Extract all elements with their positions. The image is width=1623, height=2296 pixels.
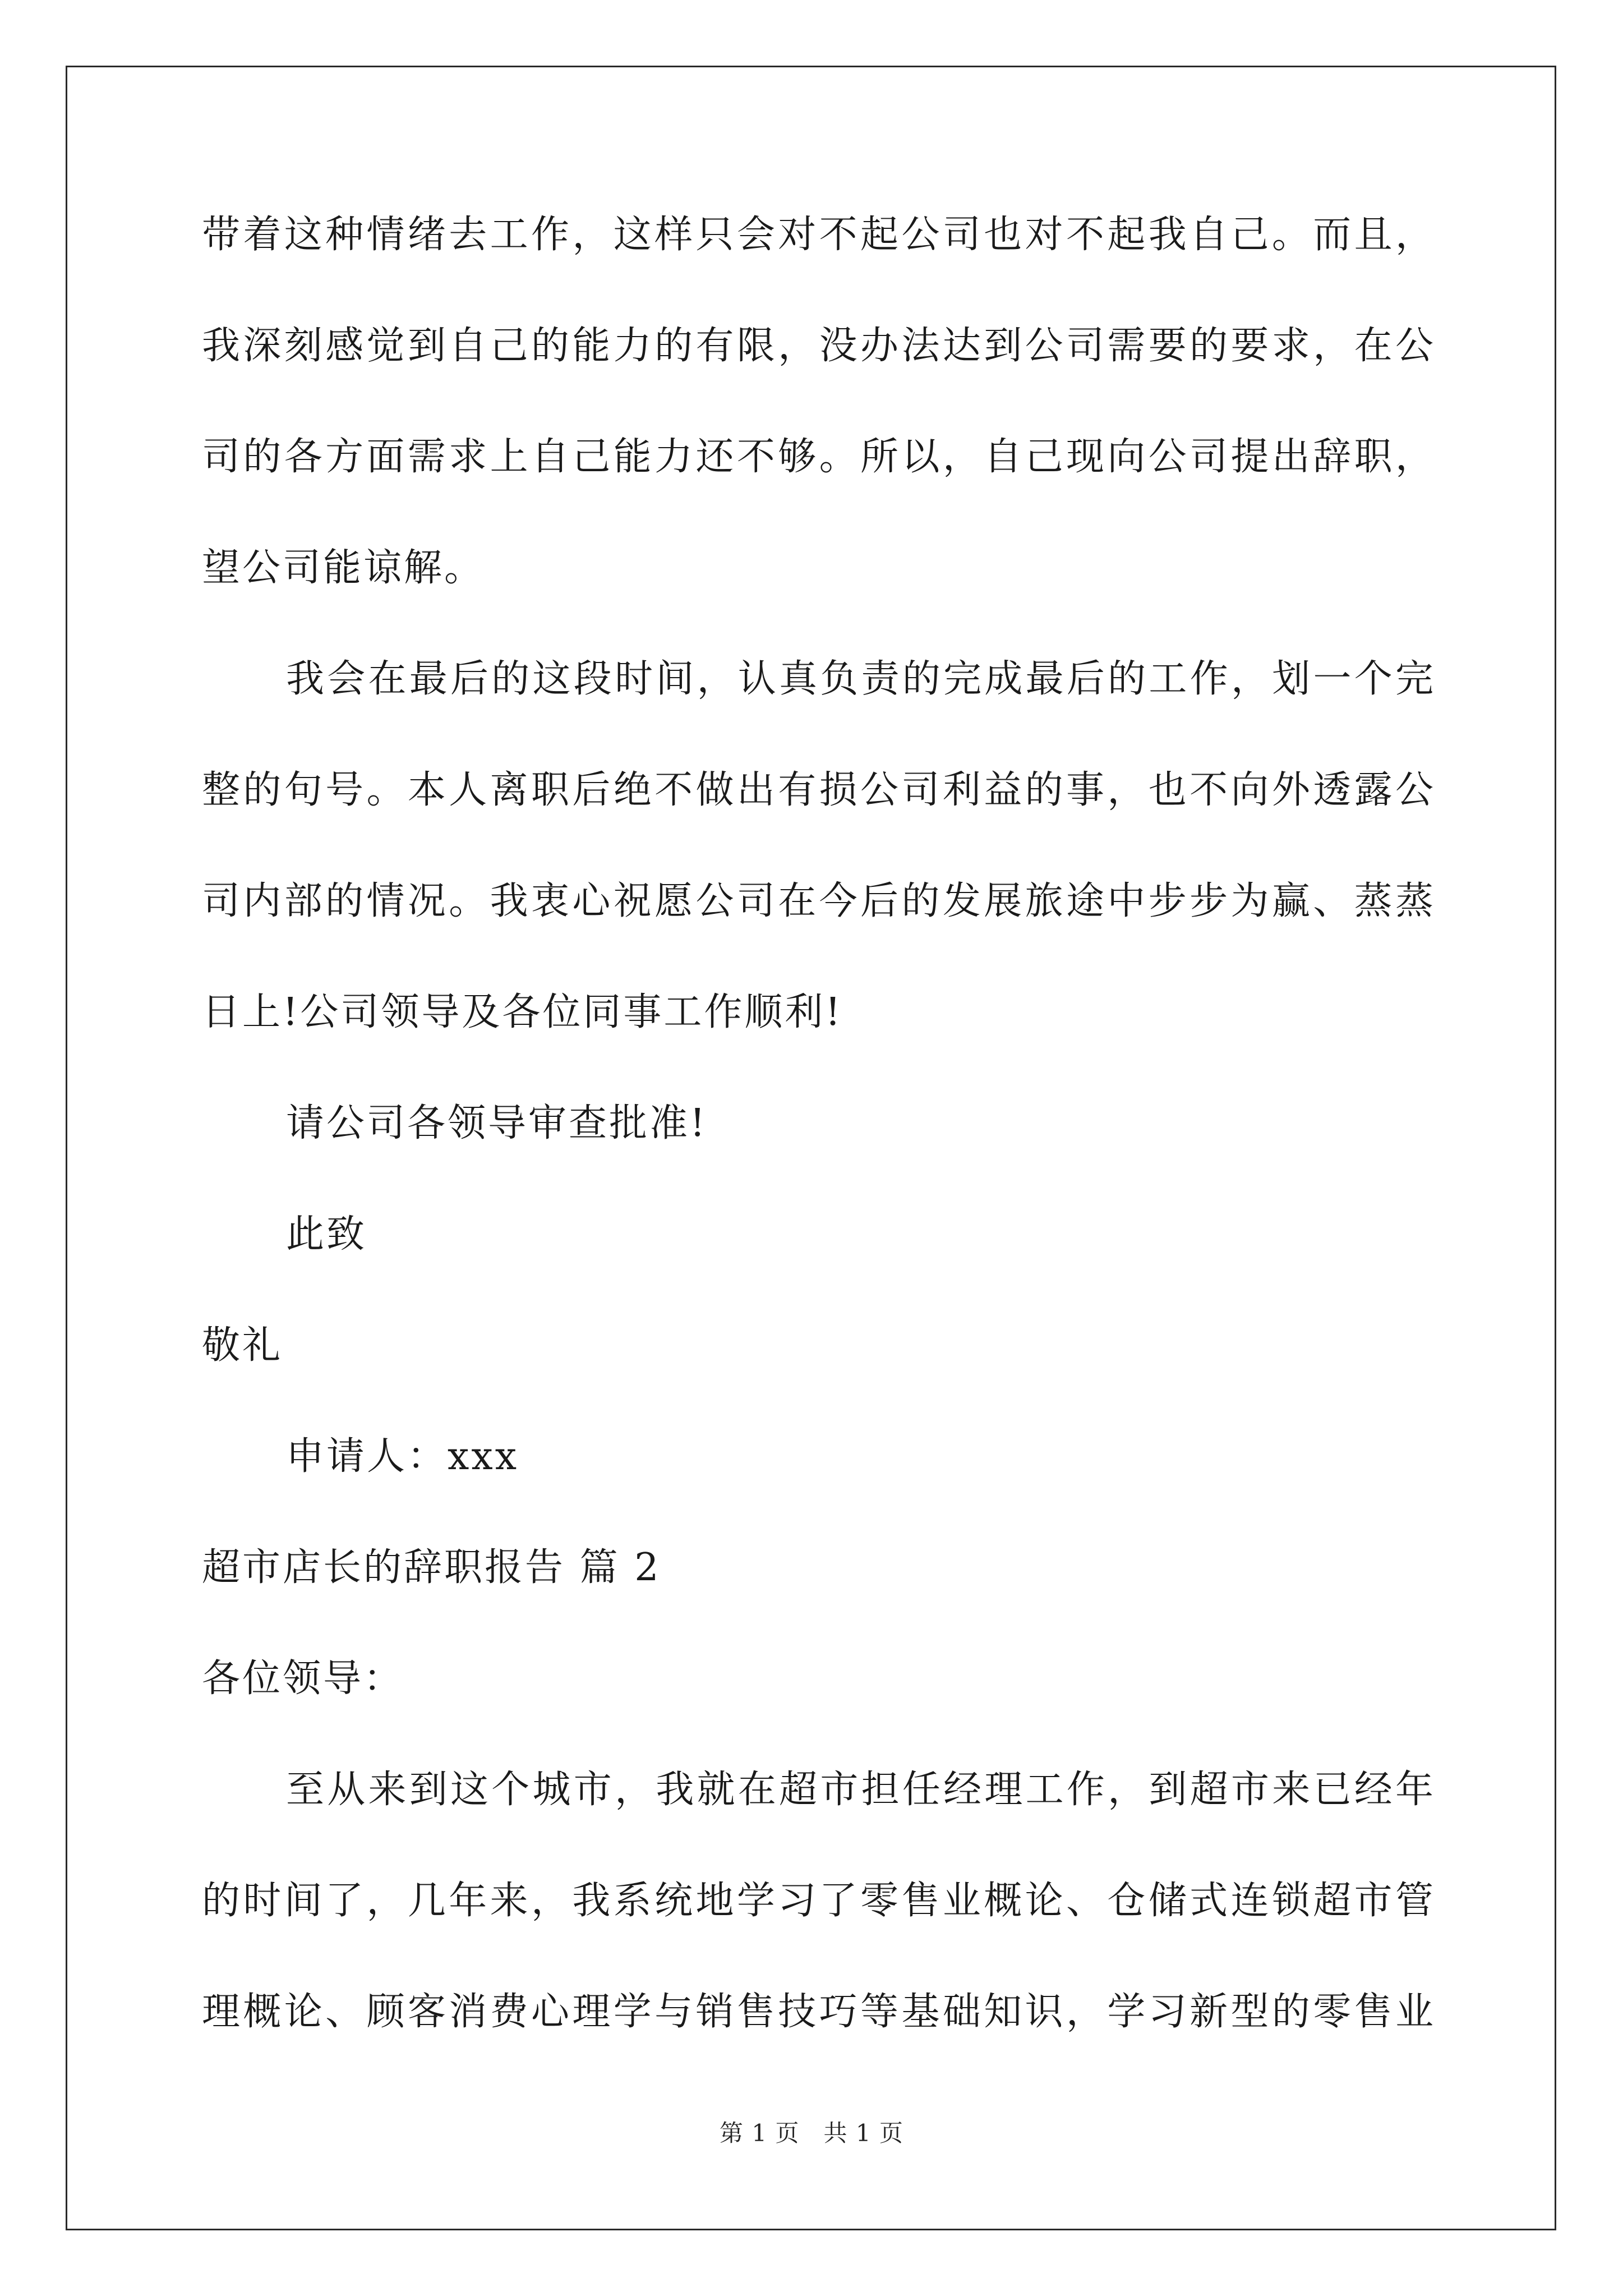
paragraph-line: 司的各方面需求上自己能力还不够。所以，自己现向公司提出辞职，: [202, 435, 1436, 479]
closing-salutation: 此致: [286, 1212, 367, 1257]
approval-request: 请公司各领导审查批准!: [286, 1101, 708, 1145]
paragraph-line: 我深刻感觉到自己的能力的有限，没办法达到公司需要的要求，在公: [202, 324, 1436, 368]
paragraph-line: 我会在最后的这段时间，认真负责的完成最后的工作，划一个完: [286, 657, 1436, 701]
paragraph-line: 日上!公司领导及各位同事工作顺利!: [202, 990, 843, 1034]
paragraph-line: 望公司能谅解。: [202, 546, 485, 590]
section-title: 超市店长的辞职报告 篇 2: [202, 1545, 661, 1590]
paragraph-line: 整的句号。本人离职后绝不做出有损公司利益的事，也不向外透露公: [202, 768, 1436, 812]
applicant-signature: 申请人：xxx: [286, 1434, 519, 1479]
paragraph-line: 理概论、顾客消费心理学与销售技巧等基础知识，学习新型的零售业: [202, 1990, 1436, 2034]
paragraph-line: 司内部的情况。我衷心祝愿公司在今后的发展旅途中步步为赢、蒸蒸: [202, 879, 1436, 923]
paragraph-line: 的时间了，几年来，我系统地学习了零售业概论、仓储式连锁超市管: [202, 1879, 1436, 1923]
paragraph-line: 至从来到这个城市，我就在超市担任经理工作，到超市来已经年: [286, 1768, 1436, 1812]
paragraph-line: 带着这种情绪去工作，这样只会对不起公司也对不起我自己。而且，: [202, 213, 1436, 257]
closing-regards: 敬礼: [202, 1323, 283, 1368]
page-number-footer: 第 1 页 共 1 页: [720, 2119, 903, 2147]
greeting: 各位领导：: [202, 1657, 404, 1701]
